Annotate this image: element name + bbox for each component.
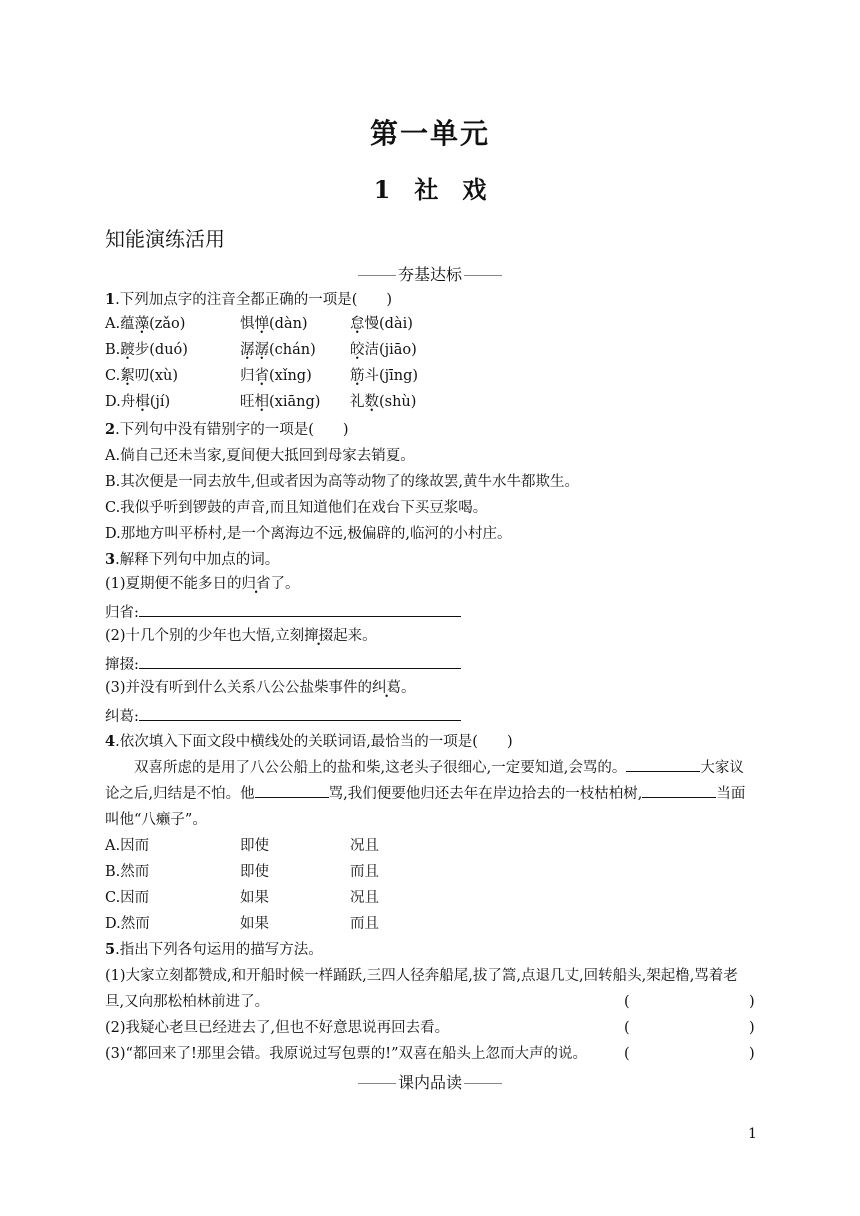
q1-stem	[105, 290, 392, 310]
q5-stem	[105, 940, 323, 960]
q5-answer-2-open[interactable]: (	[624, 1020, 630, 1036]
band-basic	[0, 262, 860, 285]
q1-c-2: 归省(xǐng)	[240, 368, 312, 384]
q2-option-a: A.倘自己还未当家,夏间便大抵回到母家去销夏。	[105, 448, 415, 464]
band-rule-left	[358, 275, 396, 276]
q5-answer-3-open[interactable]: (	[624, 1046, 630, 1062]
band-basic-label: 夯基达标	[397, 265, 462, 284]
band-rule-right	[464, 1083, 502, 1084]
q2-stem	[105, 420, 349, 440]
q3-answer-1	[105, 602, 461, 623]
q3-answer-2	[105, 654, 461, 675]
q3-dotted-word-3: 纠葛	[372, 680, 402, 696]
q3-number: 3	[105, 551, 116, 568]
q5-sentence-1b: 旦,又向那松柏林前进了。	[105, 994, 270, 1010]
q2-option-b: B.其次便是一同去放牛,但或者因为高等动物了的缘故罢,黄牛水牛都欺生。	[105, 474, 579, 490]
band-rule-right	[464, 275, 502, 276]
q5-answer-1-open[interactable]: (	[624, 994, 630, 1010]
section-heading: 知能演练活用	[105, 227, 225, 251]
q3-answer-2-blank[interactable]	[139, 654, 461, 669]
q4-d-3: 而且	[350, 916, 379, 932]
q5-sentence-1a: (1)大家立刻都赞成,和开船时候一样踊跃,三四人径奔船尾,拔了篙,点退几丈,回转船头,架起橹,骂着老	[105, 968, 738, 984]
q4-a-1: A.因而	[105, 838, 150, 854]
q4-blank-2[interactable]	[255, 783, 329, 798]
q5-sentence-2: (2)我疑心老旦已经进去了,但也不好意思说再回去看。	[105, 1020, 450, 1036]
q1-c-1: C.絮叨(xù)	[105, 368, 179, 384]
q4-b-2: 即使	[240, 864, 269, 880]
q4-b-1: B.然而	[105, 864, 150, 880]
q3-sentence-1: (1)夏期便不能多日的归省了。	[105, 576, 300, 592]
q4-d-1: D.然而	[105, 916, 150, 932]
q3-dotted-word-1: 归省	[241, 576, 271, 592]
q1-d-1: D.舟楫(jí)	[105, 394, 171, 410]
q1-d-2: 旺相(xiāng)	[240, 394, 321, 410]
q1-text: .下列加点字的注音全都正确的一项是( )	[115, 292, 393, 308]
q1-b-2: 潺潺(chán)	[240, 342, 316, 358]
q4-a-2: 即使	[240, 838, 269, 854]
q4-blank-1[interactable]	[626, 757, 700, 772]
q4-d-2: 如果	[240, 916, 269, 932]
q3-text: .解释下列句中加点的词。	[115, 552, 280, 568]
q4-stem	[105, 732, 513, 752]
q3-answer-3	[105, 706, 461, 727]
q3-stem	[105, 550, 279, 570]
q3-sentence-2: (2)十几个别的少年也大悟,立刻撺掇起来。	[105, 628, 377, 644]
q5-text: .指出下列各句运用的描写方法。	[115, 942, 323, 958]
q4-c-1: C.因而	[105, 890, 150, 906]
q3-answer-1-blank[interactable]	[139, 602, 461, 617]
q1-number: 1	[105, 291, 116, 308]
unit-title: 第一单元	[369, 117, 490, 150]
q4-b-3: 而且	[350, 864, 379, 880]
band-reading	[0, 1070, 860, 1093]
q3-answer-1-label: 归省:	[105, 605, 139, 621]
band-rule-left	[358, 1083, 396, 1084]
q2-option-c: C.我似乎听到锣鼓的声音,而且知道他们在戏台下买豆浆喝。	[105, 500, 488, 516]
page-number: 1	[748, 1126, 757, 1142]
q4-passage: 双喜所虑的是用了八公公船上的盐和柴,这老头子很细心,一定要知道,会骂的。 大家议论之后,归结是不怕。他 骂,我们便要他归还去年在岸边拾去的一枝枯柏树, 当面叫他“八癞子”。	[105, 755, 757, 833]
q4-blank-3[interactable]	[642, 783, 716, 798]
q3-answer-3-blank[interactable]	[139, 706, 461, 721]
q3-sentence-3: (3)并没有听到什么关系八公公盐柴事件的纠葛。	[105, 680, 416, 696]
q1-a-2: 惧惮(dàn)	[240, 316, 308, 332]
q2-text: .下列句中没有错别字的一项是( )	[115, 422, 349, 438]
q4-text: .依次填入下面文段中横线处的关联词语,最恰当的一项是( )	[115, 734, 513, 750]
q4-a-3: 况且	[350, 838, 379, 854]
q5-answer-1-close: )	[749, 994, 755, 1010]
q1-d-3: 礼数(shù)	[350, 394, 417, 410]
q4-c-3: 况且	[350, 890, 379, 906]
q2-option-d: D.那地方叫平桥村,是一个离海边不远,极偏辟的,临河的小村庄。	[105, 526, 512, 542]
q3-answer-3-label: 纠葛:	[105, 709, 139, 725]
q4-number: 4	[105, 733, 116, 750]
q3-answer-2-label: 撺掇:	[105, 657, 139, 673]
q5-sentence-3: (3)“都回来了!那里会错。我原说过写包票的!”双喜在船头上忽而大声的说。	[105, 1046, 588, 1062]
q5-answer-3-close: )	[749, 1046, 755, 1062]
lesson-title: 1 社 戏	[373, 175, 487, 204]
band-reading-label: 课内品读	[397, 1073, 462, 1092]
q1-a-3: 怠慢(dài)	[350, 316, 413, 332]
q2-number: 2	[105, 421, 116, 438]
q5-answer-2-close: )	[749, 1020, 755, 1036]
q1-a-1: A.蕴藻(zǎo)	[105, 316, 186, 332]
q1-c-3: 筋斗(jīng)	[350, 368, 419, 384]
q5-number: 5	[105, 941, 116, 958]
q3-dotted-word-2: 撺掇	[304, 628, 334, 644]
q1-b-3: 皎洁(jiāo)	[350, 342, 417, 358]
q1-b-1: B.踱步(duó)	[105, 342, 188, 358]
q4-c-2: 如果	[240, 890, 269, 906]
